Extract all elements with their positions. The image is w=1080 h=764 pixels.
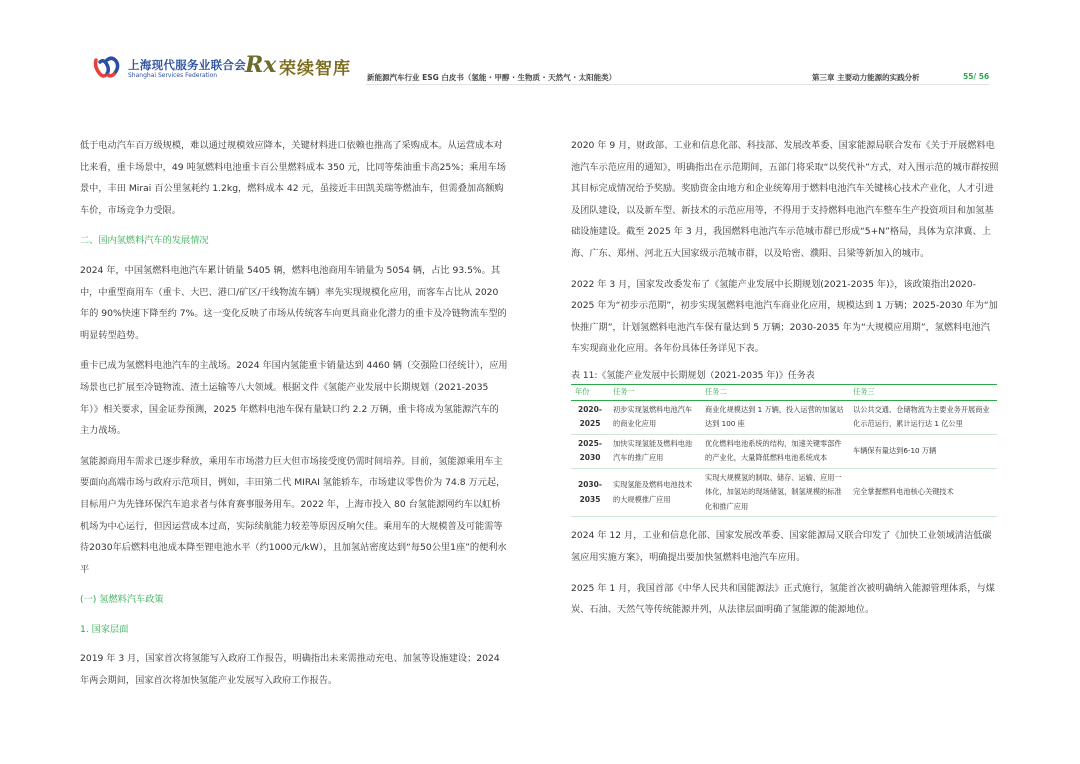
section-heading: 二、国内氢燃料汽车的发展情况 [80,235,209,247]
header-divider [366,84,990,85]
paragraph: 2024 年，中国氢燃料电池汽车累计销量 5405 辆，燃料电池商用车销量为 5054 辆，占比 93.5%。其中，中重型商用车（重卡、大巴、港口/矿区/干线物流车辆）率先实现规模化应用，而客车占比从 2020 年的 90%快速下降至约 7%。这一变化反映了市场从传统客车向更具商业化潜力的重卡及冷链物流车型的明显转型趋势。 [80,264,507,341]
paragraph: 2024 年 12 月，工业和信息化部、国家发展改革委、国家能源局又联合印发了《加快工业领域清洁低碳氢应用实施方案》，明确提出要加快氢燃料电池汽车应用。 [571,530,992,564]
paragraph: 低于电动汽车百万级规模，难以通过规模效应降本，关键材料进口依赖也推高了采购成本。从运营成本对比来看，重卡场景中，49 吨氢燃料电池重卡百公里燃料成本 350 元，比同等柴油重卡高25%；乘用车场景中，丰田 Mirai 百公里氢耗约 1.2kg，燃料成本 42 元，虽接近丰田凯美瑞等燃油车，但需叠加高额购车价，市场竞争力受限。 [80,140,506,216]
table-cell: 实现大规模氢的制取、储存、运输、应用一体化，加氢站的现场储氢，制氢规模的标准化和推广应用 [701,468,849,517]
right-column [571,135,999,630]
table-header-cell: 年份 [571,384,609,400]
table-caption: 表 11:《氢能产业发展中长期规划（2021-2035 年)》任务表 [571,370,815,381]
table-row [571,468,997,517]
table-cell: 2025-2030 [571,434,609,468]
table-cell: 实现氢能及燃料电池技术的大规模推广应用 [609,468,701,517]
report-title: 新能源汽车行业 ESG 白皮书（氢能 · 甲醇 · 生物质 · 天然气 · 太阳能类） [367,73,617,82]
paragraph: 2022 年 3 月，国家发改委发布了《氢能产业发展中长期规划(2021-2035 年)》，该政策指出2020-2025 年为“初步示范期”，初步实现氢燃料电池汽车商业化应用，规模达到 1 万辆；2025-2030 年为“加快推广期”，计划氢燃料电池汽车保有量达到 5 万辆；2030-2035 年为“大规模应用期”，氢燃料电池汽车实现商业化应用。各年份具体任务详见下表。 [571,278,998,355]
subsection-heading: (一) 氢燃料汽车政策 [80,594,164,606]
table-cell: 优化燃料电池系统的结构，加速关键零部件的产业化，大量降低燃料电池系统成本 [701,434,849,468]
rx-logo-icon: Rx [245,52,277,78]
table-header-cell: 任务三 [849,384,997,400]
table-cell: 商业化规模达到 1 万辆，投入运营的加氢站达到 100 座 [701,400,849,434]
paragraph: 重卡已成为氢燃料电池汽车的主战场。2024 年国内氢能重卡销量达到 4460 辆（交强险口径统计），应用场景也已扩展至冷链物流、渣土运输等八大领域。根据文件《氢能产业发展中长期规划（2021-2035 年）》相关要求，国金证券预测，2025 年燃料电池车保有量缺口约 2.2 万辆，重卡将成为氢能源汽车的主力战场。 [80,360,508,437]
table-header-cell: 任务一 [609,384,701,400]
left-column [80,135,508,701]
org-name-cn: 上海现代服务业联合会 [128,58,246,72]
task-table [571,384,997,518]
table-row [571,434,997,468]
table-row [571,400,997,434]
paragraph: 2025 年 1 月，我国首部《中华人民共和国能源法》正式施行，氢能首次被明确纳入能源管理体系，与煤炭、石油、天然气等传统能源并列，从法律层面明确了氢能源的能源地位。 [571,582,995,616]
table-cell: 车辆保有量达到6-10 万辆 [849,434,997,468]
chapter-title: 第三章 主要动力能源的实践分析 [812,73,920,82]
table-cell: 2030-2035 [571,468,609,517]
org-name-en: Shanghai Services Federation [128,72,218,79]
page-header [0,0,1080,100]
paragraph: 2019 年 3 月，国家首次将氢能写入政府工作报告，明确指出未来需推动充电、加氢等设施建设；2024 年两会期间，国家首次将加快氢能产业发展写入政府工作报告。 [80,653,500,687]
table-cell: 完全掌握燃料电池核心关键技术 [849,468,997,517]
paragraph: 氢能源商用车需求已逐步释放，乘用车市场潜力巨大但市场接受度仍需时间培养。目前，氢能源乘用车主要面向高端市场与政府示范项目，例如，丰田第二代 MIRAI 氢能轿车，市场建议零售价为 74.8 万元起，目标用户为先锋环保汽车追求者与体育赛事服务用车。2022 年，上海市投入 80 台氢能源网约车以虹桥机场为中心运行，但因运营成本过高，实际续航能力较差等原因反响欠佳。乘用车的大规模普及可能需等待2030年后燃料电池成本降至锂电池水平（约1000元/kW），且加氢站密度达到“每50公里1座”的便利水平 [80,455,507,575]
org-logo [92,54,246,84]
paragraph: 2020 年 9 月，财政部、工业和信息化部、科技部、发展改革委、国家能源局联合发布《关于开展燃料电池汽车示范应用的通知》，明确指出在示范期间，五部门将采取“以奖代补”方式，对入围示范的城市群按照其目标完成情况给予奖励。奖励资金由地方和企业统筹用于燃料电池汽车关键核心技术产业化，人才引进及团队建设，以及新车型、新技术的示范应用等，不得用于支持燃料电池汽车整车生产投资项目和加氢基础设施建设。截至 2025 年 3 月，我国燃料电池汽车示范城市群已形成“5+N”格局，具体为京津冀、上海、广东、郑州、河北五大国家级示范城市群，以及哈密、濮阳、吕梁等新加入的城市。 [571,140,999,259]
table-cell: 加快实现氢能及燃料电池汽车的推广应用 [609,434,701,468]
page-number: 55/ 56 [963,72,990,81]
table-header-row [571,384,997,400]
brand-name: 荣续智库 [279,59,351,79]
table-cell: 2020-2025 [571,400,609,434]
table-cell: 初步实现氢燃料电池汽车的商业化应用 [609,400,701,434]
subsection-heading: 1. 国家层面 [80,623,129,635]
double-ring-logo-icon [92,54,122,80]
table-header-cell: 任务二 [701,384,849,400]
table-cell: 以公共交通、仓储物流为主要业务开展商业化示范运行，累计运行达 1 亿公里 [849,400,997,434]
